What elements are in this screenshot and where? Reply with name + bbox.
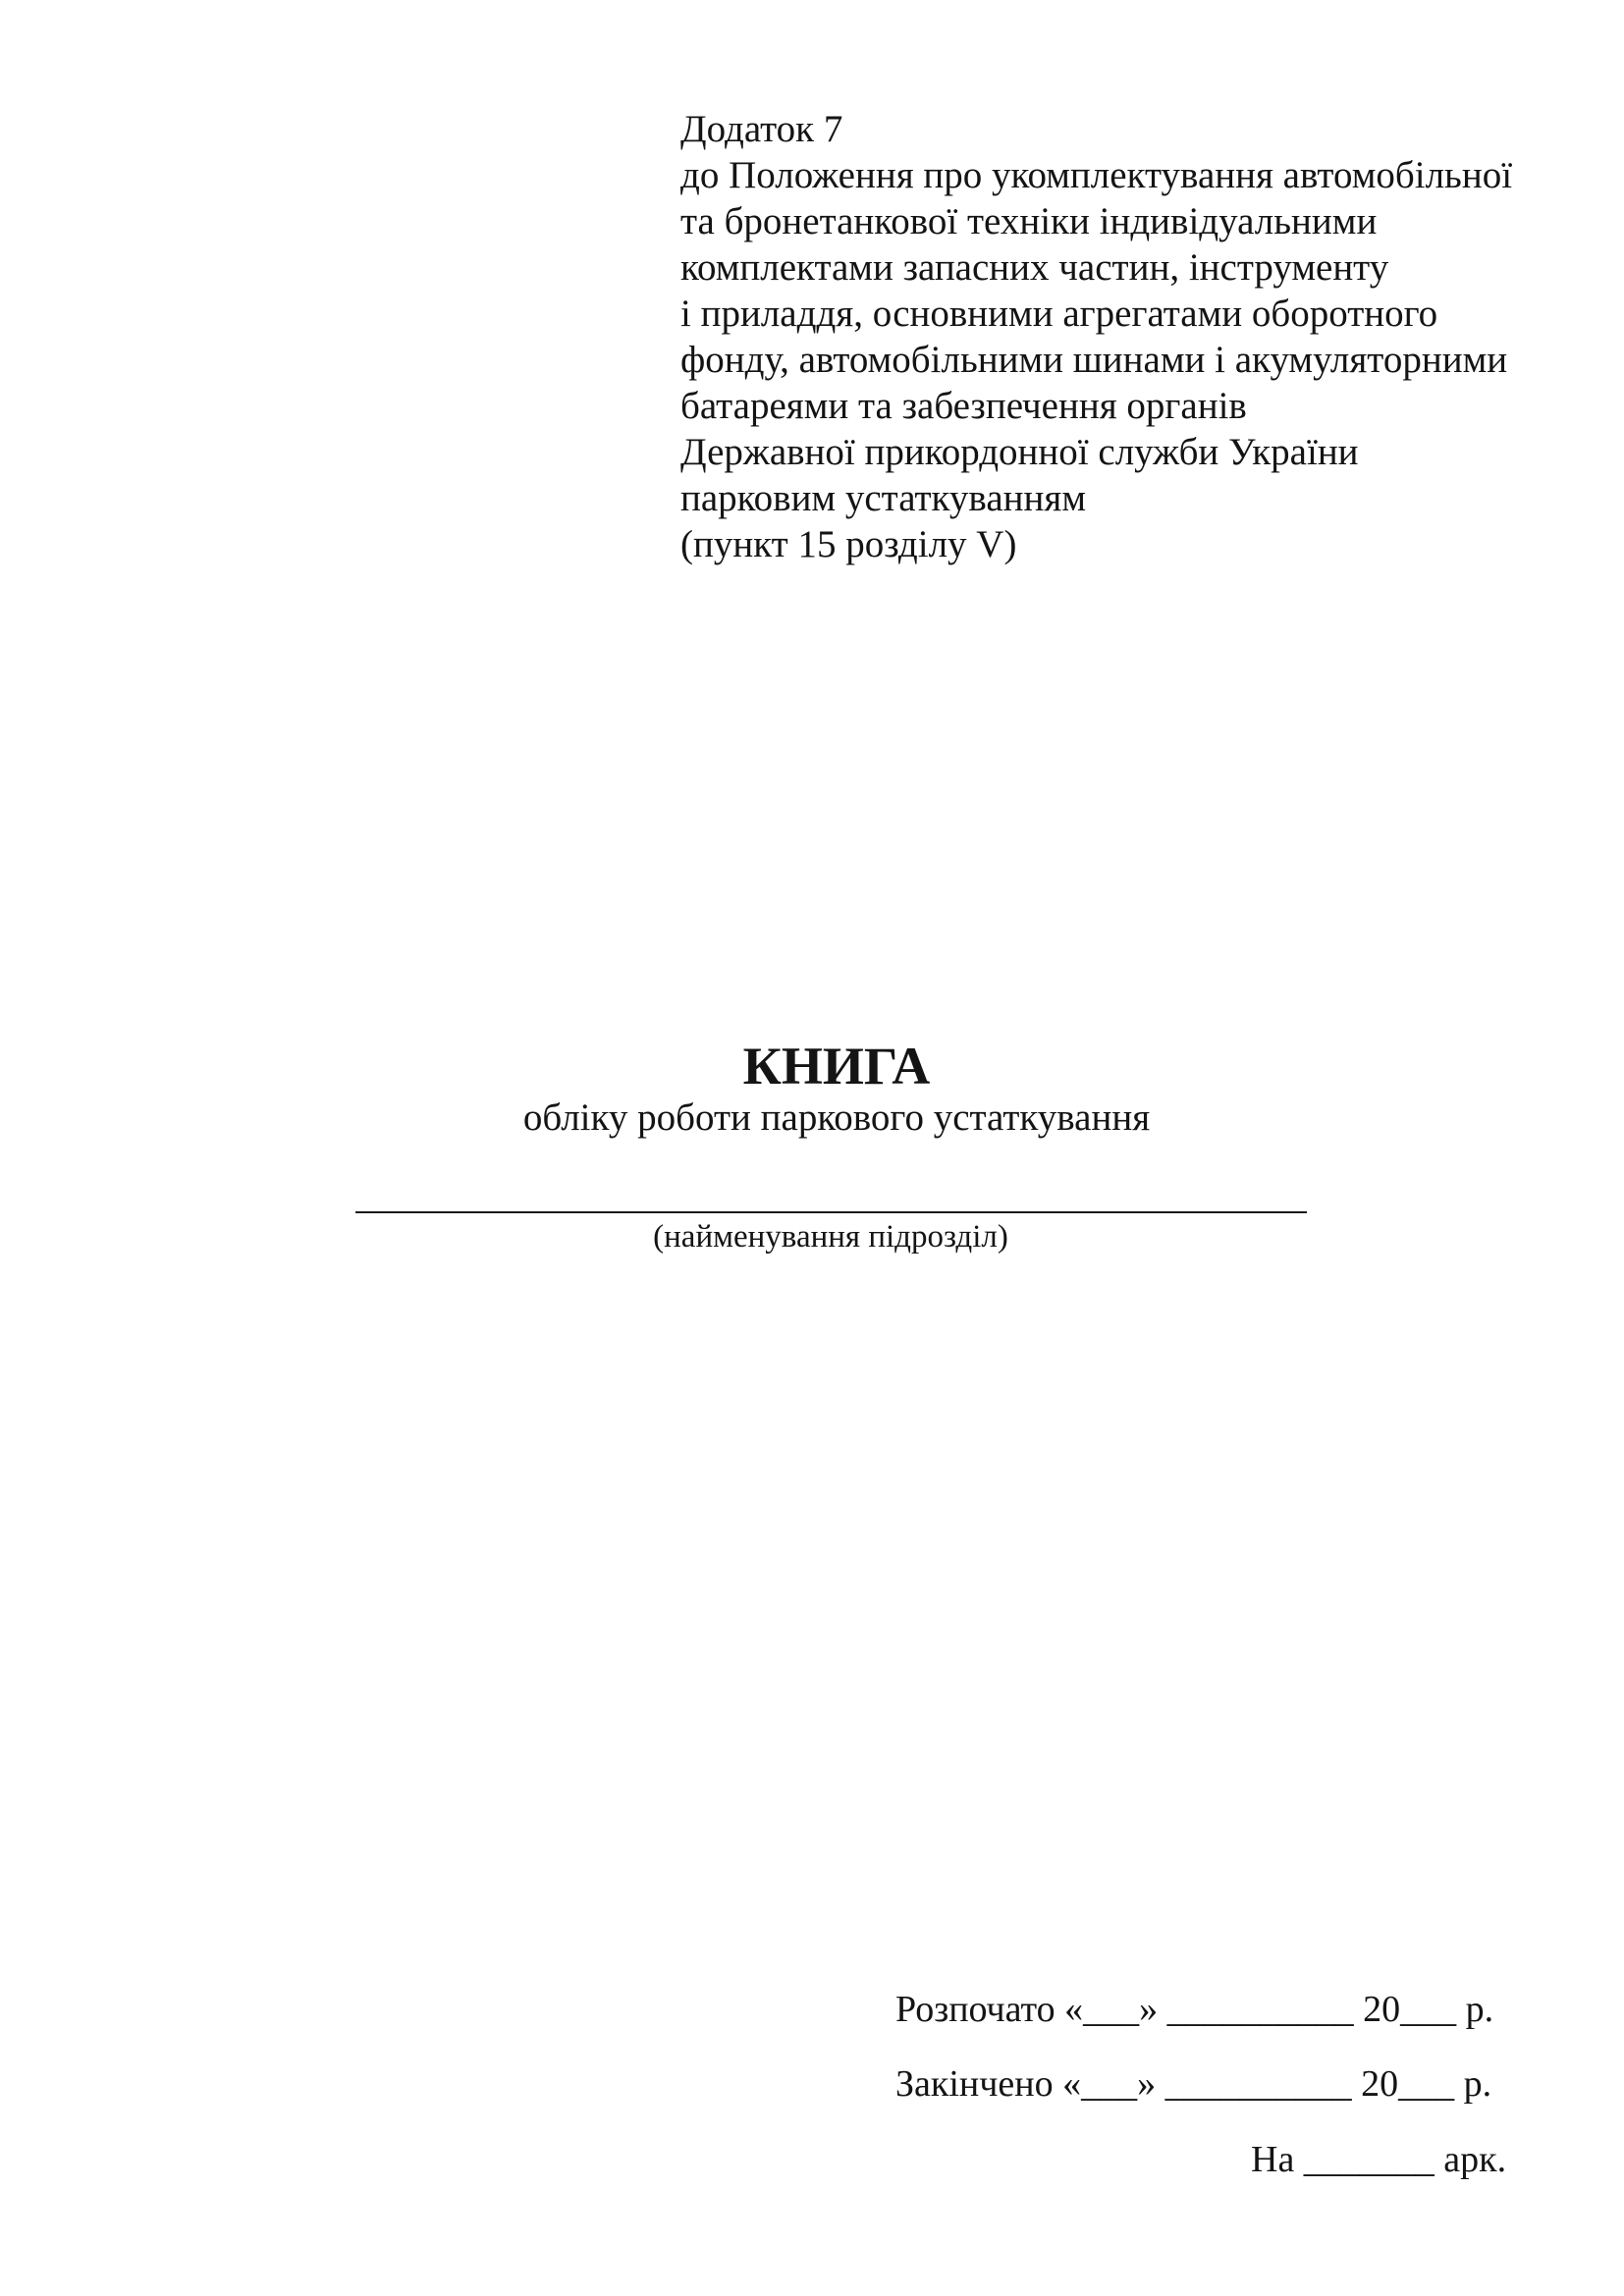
book-subtitle: обліку роботи паркового устаткування — [522, 1096, 1151, 1139]
appendix-line: (пункт 15 розділу V) — [680, 523, 1017, 565]
unit-name-caption: (найменування підрозділ) — [653, 1219, 1008, 1255]
appendix-line: комплектами запасних частин, інструменту — [680, 246, 1389, 289]
appendix-line: Державної прикордонної служби України — [680, 431, 1359, 473]
appendix-line: Додаток 7 — [680, 108, 843, 150]
appendix-line: і приладдя, основними агрегатами оборотного — [680, 293, 1438, 335]
appendix-line: фонду, автомобільними шинами і акумуляторними — [680, 339, 1508, 381]
book-title: КНИГА — [742, 1037, 931, 1095]
appendix-reference-block — [680, 106, 1544, 567]
appendix-line: парковим устаткуванням — [680, 477, 1087, 519]
sheet-count-line: На _______ арк. — [1251, 2139, 1507, 2180]
started-date-line: Розпочато «___» __________ 20___ р. — [895, 1989, 1494, 2030]
appendix-line: батареями та забезпечення органів — [680, 385, 1247, 427]
finished-date-line: Закінчено «___» __________ 20___ р. — [895, 2063, 1492, 2105]
unit-name-fill-line — [355, 1211, 1307, 1213]
appendix-line: та бронетанкової техніки індивідуальними — [680, 200, 1378, 242]
appendix-line: до Положення про укомплектування автомобільної — [680, 154, 1513, 196]
